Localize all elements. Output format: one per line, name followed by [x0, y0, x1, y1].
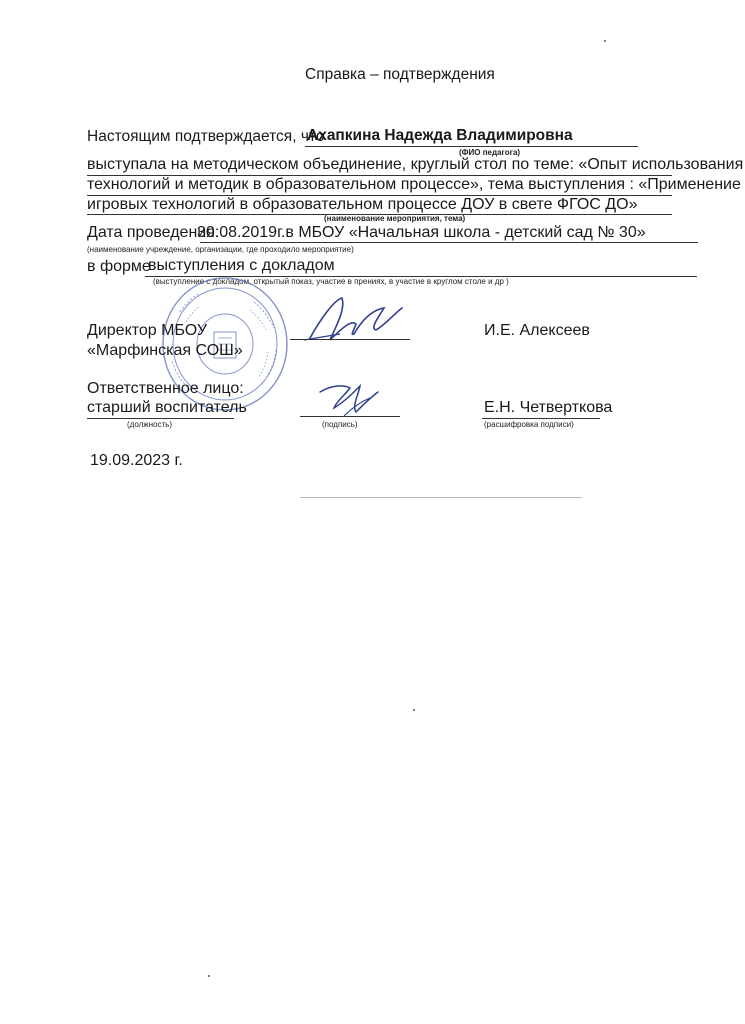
date-prefix: Дата проведения:	[87, 224, 220, 241]
position-line	[87, 418, 234, 419]
director-title-2: «Марфинская СОШ»	[87, 342, 243, 359]
event-caption: (наименование мероприятия, тема)	[324, 214, 466, 223]
signature-line	[300, 416, 400, 417]
scan-speck	[604, 40, 606, 42]
responsible-name: Е.Н. Четверткова	[484, 399, 613, 416]
scan-speck	[413, 709, 415, 711]
form-value: выступления с докладом	[148, 257, 335, 274]
event-line-2: технологий и методик в образовательном процессе», тема выступления : «Применение	[87, 176, 741, 193]
scan-speck	[208, 975, 210, 977]
director-title-1: Директор МБОУ	[87, 322, 208, 339]
form-prefix: в форме	[87, 258, 151, 275]
faint-rule	[300, 497, 582, 498]
position-caption: (должность)	[127, 420, 172, 429]
date-place: 30.08.2019г.в МБОУ «Начальная школа - детский сад № 30»	[197, 224, 646, 241]
issue-date: 19.09.2023 г.	[90, 452, 183, 469]
person-name-underline	[305, 146, 638, 147]
director-signature	[290, 290, 410, 350]
event-line-3: игровых технологий в образовательном процессе ДОУ в свете ФГОС ДО»	[87, 196, 638, 213]
director-name: И.Е. Алексеев	[484, 322, 590, 339]
person-caption: (ФИО педагога)	[459, 148, 521, 157]
person-name: Ахапкина Надежда Владимировна	[307, 127, 573, 144]
decoding-line	[482, 418, 600, 419]
date-place-underline	[200, 242, 698, 243]
event-line-1: выступала на методическом объединение, круглый стол по теме: «Опыт использования	[87, 156, 744, 173]
form-caption: (выступление с докладом, открытый показ, участие в прениях, в участие в круглом столе и др )	[153, 277, 509, 286]
director-signature-line	[290, 339, 410, 340]
intro-prefix: Настоящим подтверждается, что	[87, 128, 325, 145]
responsible-signature	[300, 372, 410, 422]
responsible-title-1: Ответственное лицо:	[87, 380, 244, 397]
decoding-caption: (расшифровка подписи)	[484, 420, 574, 429]
responsible-title-2: старший воспитатель	[87, 399, 247, 416]
document-title: Справка – подтверждения	[305, 66, 495, 83]
place-caption: (наименование учреждение, организации, где проходило мероприятие)	[87, 245, 354, 254]
signature-caption: (подпись)	[322, 420, 358, 429]
